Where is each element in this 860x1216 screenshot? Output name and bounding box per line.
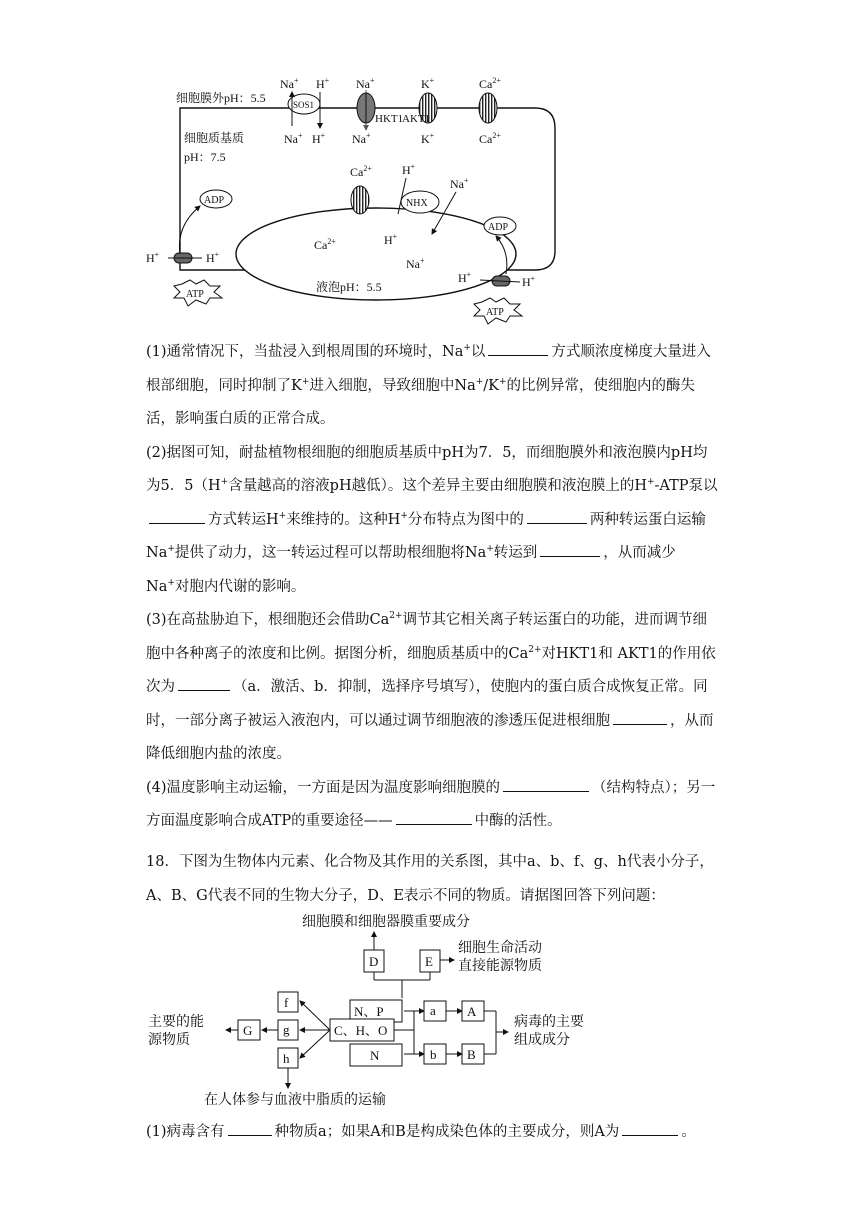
svg-text:K+: K+ [421,76,435,91]
svg-text:f: f [284,995,289,1010]
svg-text:SOS1: SOS1 [293,100,315,110]
compound-relationship-diagram [144,908,604,1114]
svg-text:a: a [430,1003,436,1018]
svg-text:Na+: Na+ [284,131,303,146]
svg-text:N、P: N、P [354,1004,384,1019]
blank-2-1[interactable] [149,509,205,524]
blank-3-1[interactable] [178,676,230,691]
svg-text:H+: H+ [146,250,160,265]
cytoplasm-label: 细胞质基质 [184,131,245,145]
svg-text:H+: H+ [458,270,472,285]
svg-text:H+: H+ [316,76,330,91]
question-18-part1: (1)病毒含有 种物质a；如果A和B是构成染色体的主要成分，则A为 。 [146,1116,726,1150]
label-lipid-transport: 在人体参与血液中脂质的运输 [204,1093,386,1108]
blank-2-3[interactable] [540,542,600,557]
svg-text:ATP: ATP [186,289,204,300]
ion-transport-diagram [140,66,580,328]
svg-text:Ca2+: $Ca^{2+}$ [479,131,501,146]
blank-3-2[interactable] [613,710,667,725]
cytoplasm-ph: pH：7.5 [184,150,226,164]
svg-text:H+: H+ [402,162,416,177]
label-main-energy-2: 源物质 [148,1033,190,1048]
label-membrane-component: 细胞膜和细胞器膜重要成分 [302,915,470,930]
membrane-ph-label: 细胞膜外pH：5.5 [176,91,266,105]
calcium-channel-membrane [479,93,497,123]
svg-text:g: g [283,1022,290,1037]
svg-text:H+: H+ [384,232,398,247]
label-virus-1: 病毒的主要 [514,1015,584,1030]
svg-text:Na+: Na+ [356,76,375,91]
svg-text:N: N [370,1048,380,1063]
svg-text:Ca2+: $Ca^{2+}$ [350,164,372,179]
svg-text:H+: H+ [206,250,220,265]
svg-text:Na+: Na+ [352,131,371,146]
blank-2-2[interactable] [527,509,587,524]
svg-text:Na+: Na+ [406,256,425,271]
svg-text:AKT1: AKT1 [402,113,431,125]
label-main-energy-1: 主要的能 [148,1015,204,1030]
svg-text:H+: H+ [312,131,326,146]
svg-text:ADP: ADP [488,222,509,233]
svg-text:NHX: NHX [406,198,428,209]
svg-text:h: h [283,1051,290,1066]
svg-text:HKT1: HKT1 [375,113,404,125]
label-energy-1: 细胞生命活动 [458,941,542,956]
calcium-channel-vacuole [351,186,369,214]
svg-text:G: G [243,1023,253,1038]
question-18-stem: 18．下图为生物体内元素、化合物及其作用的关系图，其中a、b、f、g、h代表小分子，A、B、G代表不同的生物大分子，D、E表示不同的物质。请据图回答下列问题： [146,854,714,904]
q17-part1: (1)通常情况下，当盐浸入到根周围的环境时，Na+以 方式顺浓度梯度大量进入根部细胞，同时抑制了K+进入细胞，导致细胞中Na+/K+的比例异常，使细胞内的酶失活，影响蛋白质的正常合成。 [146,336,718,437]
label-virus-2: 组成成分 [514,1033,570,1048]
blank-4-2[interactable] [396,810,472,825]
svg-text:Ca2+: $Ca^{2+}$ [479,76,501,91]
label-energy-2: 直接能源物质 [458,959,542,974]
svg-text:ADP: ADP [204,195,225,206]
q17-part4: (4)温度影响主动运输，一方面是因为温度影响细胞膜的 （结构特点）；另一方面温度影响合成ATP的重要途径—— 中酶的活性。 [146,772,718,839]
svg-text:Ca2+: $Ca^{2+}$ [314,237,336,252]
svg-text:K+: K+ [421,131,435,146]
blank-1-1[interactable] [488,341,548,356]
svg-text:H+: H+ [522,274,536,289]
q17-part3: (3)在高盐胁迫下，根细胞还会借助$Ca^{2+}$调节其它相关离子转运蛋白的功能，进而调节细胞中各种离子的浓度和比例。据图分析，细胞质基质中的$Ca^{2+}$对HKT1和 AKT1的作用依次为 （a．激活、b．抑制，选择序号填写），使胞内的蛋白质合成恢复正常。同时，一部分离子被运入液泡内，可以通过调节细胞液的渗透压促进根细胞 ，从而降低细胞内盐的浓度。 [146,611,716,762]
svg-text:b: b [430,1047,437,1062]
blank-18-1[interactable] [228,1121,272,1136]
svg-text:A: A [467,1004,477,1019]
svg-text:Na+: Na+ [450,176,469,191]
svg-text:D: D [369,954,379,969]
vacuole-ph-label: 液泡pH：5.5 [316,280,382,294]
svg-text:Na+: Na+ [280,76,299,91]
question-17-text [146,336,718,839]
svg-text:C、H、O: C、H、O [334,1023,388,1038]
svg-text:ATP: ATP [486,307,504,318]
blank-4-1[interactable] [503,777,589,792]
blank-18-2[interactable] [622,1121,678,1136]
svg-text:B: B [467,1047,476,1062]
svg-text:E: E [425,954,433,969]
q17-part2: (2)据图可知，耐盐植物根细胞的细胞质基质中pH为7．5，而细胞膜外和液泡膜内pH均为5．5（H+含量越高的溶液pH越低）。这个差异主要由细胞膜和液泡膜上的H+-ATP泵以方式转运H+来维持的。这种H+分布特点为图中的 两种转运蛋白运输Na+提供了动力，这一转运过程可以帮助根细胞将Na+转运到 ，从而减少Na+对胞内代谢的影响。 [146,444,718,595]
